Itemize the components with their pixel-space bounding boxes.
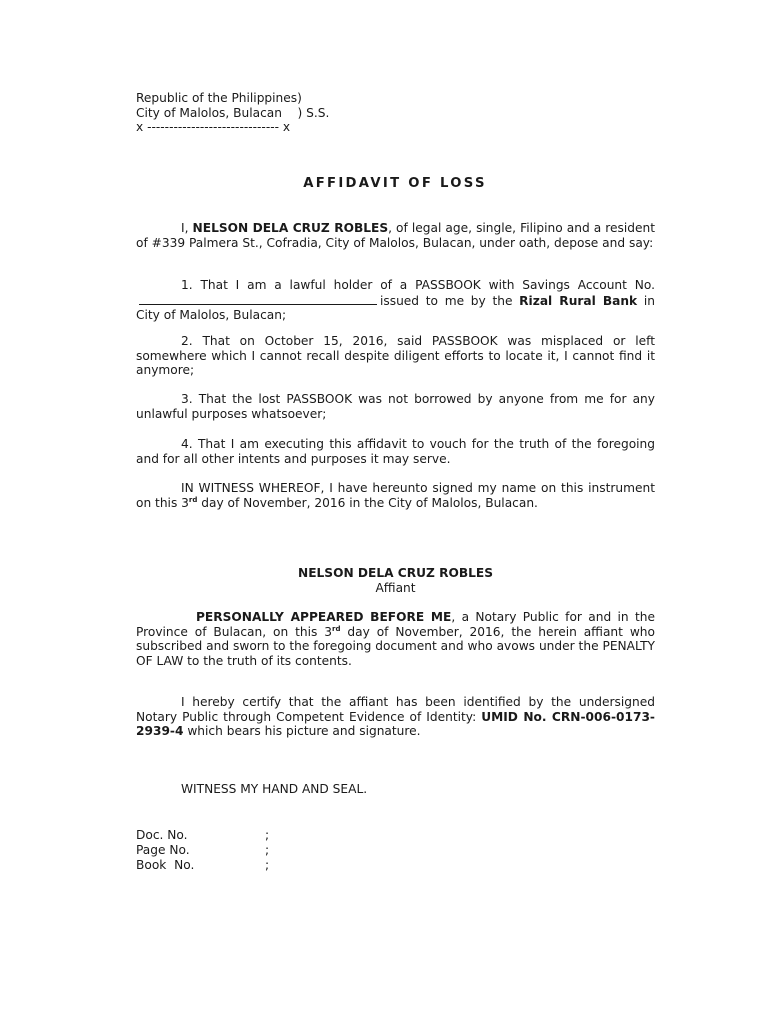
item-3-paragraph: 3. That the lost PASSBOOK was not borrowed by anyone from me for any unlawful purposes whatsoever; [136,392,655,421]
notary-ordinal: rd [332,624,341,633]
certification-paragraph [136,695,655,739]
book-number-label: Book No. [136,858,195,872]
item-2-paragraph: 2. That on October 15, 2016, said PASSBOOK was misplaced or left somewhere which I cannot recall despite diligent efforts to locate it, I cannot find it anymore; [136,334,655,378]
intro-pre: I, [181,221,193,235]
bank-name: Rizal Rural Bank [519,293,638,308]
doc-number-label: Doc. No. [136,828,188,842]
affiant-role: Affiant [375,581,416,595]
caption-republic: Republic of the Philippines) [136,91,302,105]
item-4-paragraph: 4. That I am executing this affidavit to vouch for the truth of the foregoing and for all other intents and purposes it may serve. [136,437,655,466]
caption-separator: x ------------------------------ x [136,120,291,135]
certify-post: which bears his picture and signature. [183,724,421,739]
affiant-name-inline: NELSON DELA CRUZ ROBLES [192,221,389,235]
account-number-blank [139,293,377,305]
witness-post: day of November, 2016 in the City of Malolos, Bulacan. [197,495,538,510]
doc-number-separator: ; [265,828,270,842]
umid-number: UMID No. CRN-006-0173-2939-4 [136,709,655,739]
seal-line: WITNESS MY HAND AND SEAL. [181,782,368,796]
item-1-post: in City of Malolos, Bulacan; [136,293,655,323]
intro-paragraph [136,221,655,250]
witness-pre: IN WITNESS WHEREOF, I have hereunto signed my name on this instrument on this 3 [136,481,655,510]
venue-caption [136,91,536,135]
item-1-paragraph [136,278,655,323]
document-title: AFFIDAVIT OF LOSS [303,176,487,191]
intro-post: , of legal age, single, Filipino and a resident of #339 Palmera St., Cofradia, City of Malolos, Bulacan, under oath, depose and say: [136,221,655,250]
notary-mid: , a Notary Public for and in the Province of Bulacan, on this 3 [136,610,656,639]
witness-ordinal: rd [188,495,198,504]
notary-lead: PERSONALLY APPEARED BEFORE ME [196,610,452,624]
notary-post: day of November, 2016, the herein affiant who subscribed and sworn to the foregoing document and who avows under the PENALTY OF LAW to the truth of its contents. [136,624,655,668]
page-number-row [136,843,336,858]
doc-number-row [136,828,336,843]
caption-city: City of Malolos, Bulacan ) S.S. [136,105,330,120]
affiant-signature-name: NELSON DELA CRUZ ROBLES [298,566,493,580]
item-1-mid: issued to me by the [380,293,513,308]
item-1-pre: 1. That I am a lawful holder of a PASSBOOK with Savings Account No. [181,278,655,292]
page-number-label: Page No. [136,843,190,857]
page-number-separator: ; [265,843,270,857]
book-number-row [136,858,336,873]
certify-pre: I hereby certify that the affiant has been identified by the undersigned Notary Public through Competent Evidence of Identity: [136,695,655,724]
book-number-separator: ; [265,858,270,872]
witness-paragraph [136,481,655,510]
notary-paragraph [136,610,655,668]
